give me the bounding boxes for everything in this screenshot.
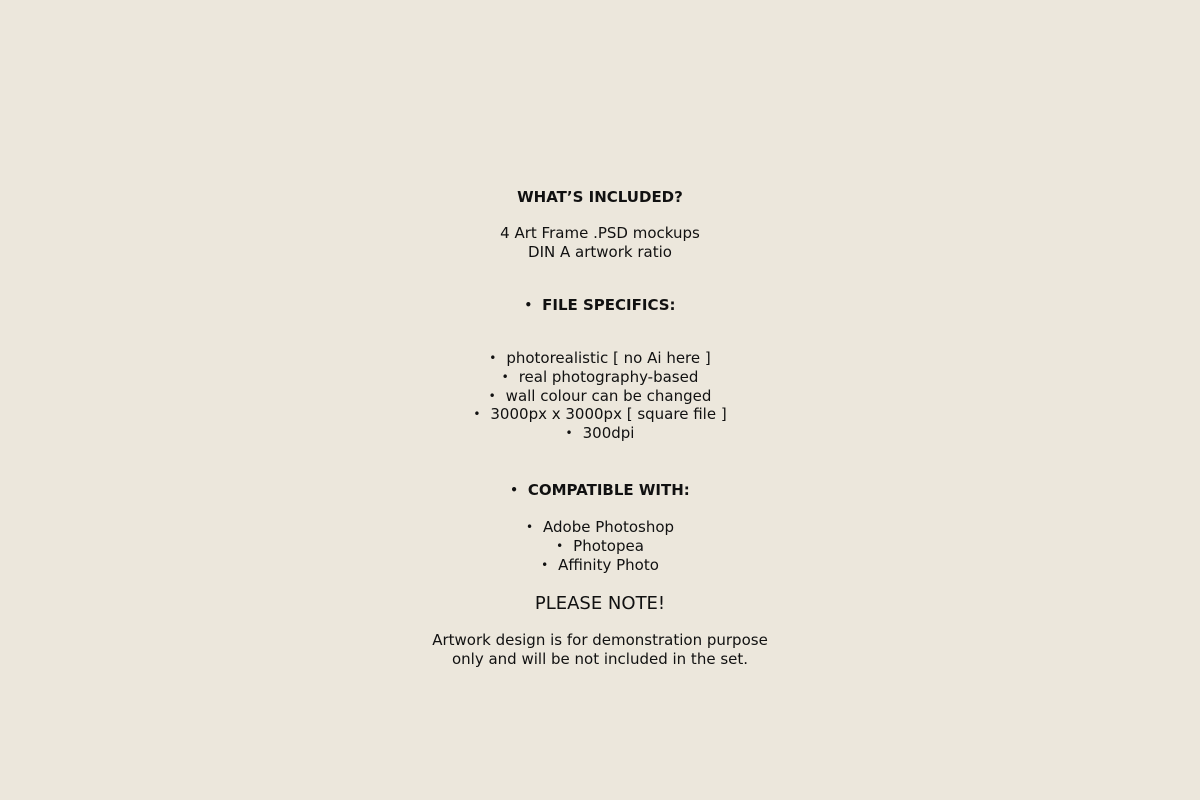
bullet-icon: • [565, 426, 573, 440]
list-item-label: wall colour can be changed [505, 387, 712, 405]
list-item [0, 368, 1200, 387]
list-item-label: 300dpi [582, 424, 635, 442]
included-line: DIN A artwork ratio [528, 243, 672, 261]
note-line: Artwork design is for demonstration purpose [432, 631, 768, 649]
bullet-icon: • [488, 389, 496, 403]
list-item [0, 518, 1200, 537]
list-item-label: 3000px x 3000px [ square file ] [490, 405, 727, 423]
specifics-heading: FILE SPECIFICS: [542, 296, 676, 314]
note-line: only and will be not included in the set. [451, 650, 749, 668]
compatible-heading: COMPATIBLE WITH: [527, 481, 690, 499]
list-item-label: real photography-based [518, 368, 699, 386]
list-item-label: Photopea [573, 537, 644, 555]
included-line: 4 Art Frame .PSD mockups [500, 224, 700, 242]
list-item [0, 405, 1200, 424]
list-item-label: photorealistic [ no Ai here ] [506, 349, 711, 367]
included-heading: WHAT’S INCLUDED? [517, 188, 683, 206]
bullet-icon: • [473, 407, 481, 421]
bullet-icon: • [489, 351, 497, 365]
bullet-icon: • [510, 483, 518, 497]
bullet-icon: • [541, 558, 549, 572]
bullet-icon: • [556, 539, 564, 553]
specifics-heading-row [0, 296, 1200, 315]
bullet-icon: • [525, 520, 534, 534]
compatible-heading-row [0, 481, 1200, 500]
note-title: PLEASE NOTE! [534, 593, 666, 614]
list-item [0, 537, 1200, 556]
bullet-icon: • [501, 370, 509, 384]
list-item [0, 387, 1200, 406]
list-item-label: Adobe Photoshop [543, 518, 675, 536]
list-item-label: Affinity Photo [558, 556, 659, 574]
list-item [0, 349, 1200, 368]
list-item [0, 556, 1200, 575]
list-item [0, 424, 1200, 443]
bullet-icon: • [524, 298, 533, 312]
